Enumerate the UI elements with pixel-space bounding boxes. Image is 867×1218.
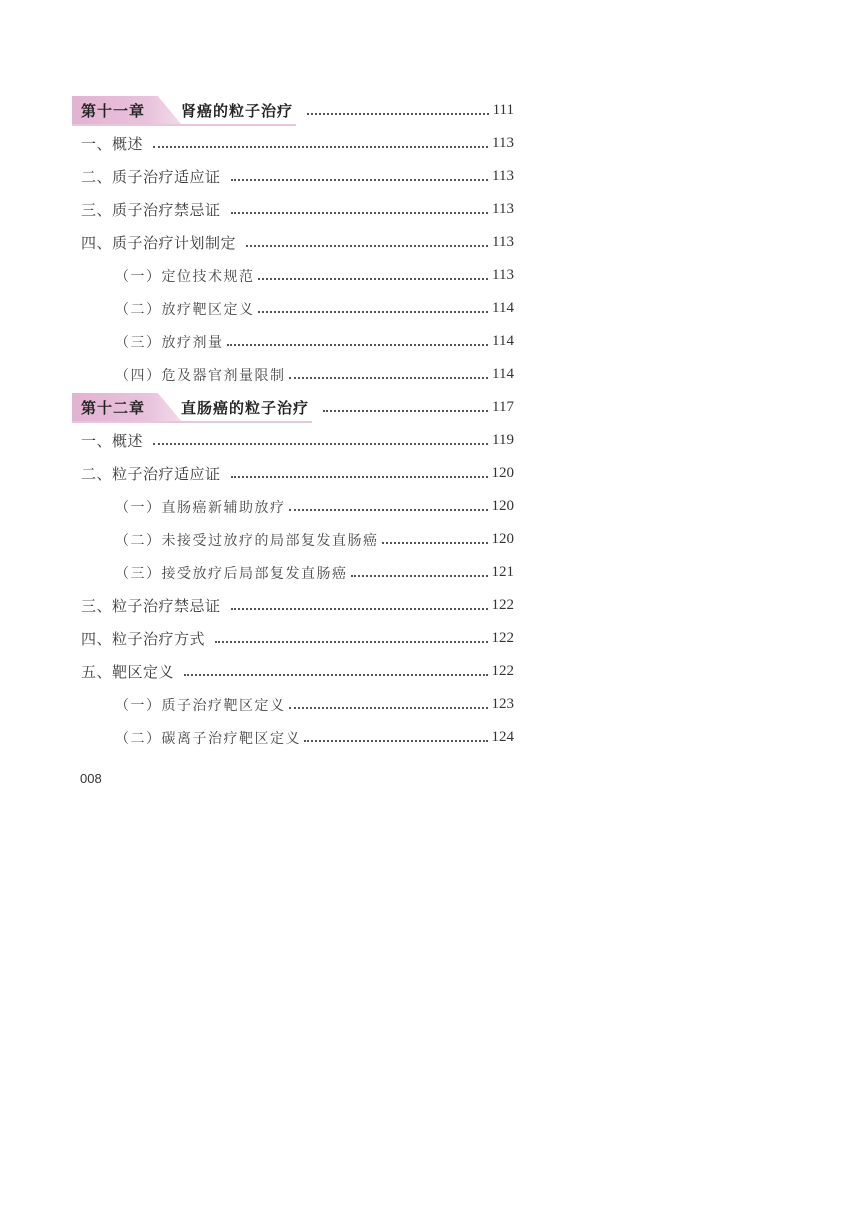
toc-subentry[interactable] bbox=[72, 721, 514, 754]
page-number: 117 bbox=[492, 399, 514, 415]
page-number: 122 bbox=[491, 630, 514, 646]
dot-leader bbox=[289, 367, 489, 379]
entry-label: （二）未接受过放疗的局部复发直肠癌 bbox=[115, 532, 379, 549]
chapter-heading[interactable] bbox=[72, 391, 514, 424]
dot-leader bbox=[184, 664, 487, 676]
dot-leader bbox=[323, 400, 488, 412]
entry-label: 四、质子治疗计划制定 bbox=[81, 234, 237, 252]
toc-entry[interactable] bbox=[72, 589, 514, 622]
footer-page-number: 008 bbox=[80, 771, 102, 786]
dot-leader bbox=[304, 730, 488, 742]
toc-entry[interactable] bbox=[72, 193, 514, 226]
toc-subentry[interactable] bbox=[72, 490, 514, 523]
toc-entry[interactable] bbox=[72, 622, 514, 655]
toc-entry[interactable] bbox=[72, 655, 514, 688]
page-number: 113 bbox=[492, 267, 514, 283]
toc-entry[interactable] bbox=[72, 226, 514, 259]
entry-label: （一）直肠癌新辅助放疗 bbox=[115, 499, 286, 516]
page-number: 119 bbox=[492, 432, 514, 448]
page-number: 120 bbox=[491, 465, 514, 481]
chapter-underline bbox=[72, 421, 312, 423]
page-number: 113 bbox=[492, 201, 514, 217]
toc-subentry[interactable] bbox=[72, 259, 514, 292]
entry-label: （四）危及器官剂量限制 bbox=[115, 367, 286, 384]
table-of-contents bbox=[72, 94, 514, 754]
chapter-heading[interactable] bbox=[72, 94, 514, 127]
dot-leader bbox=[231, 598, 488, 610]
dot-leader bbox=[258, 301, 489, 313]
entry-label: （二）放疗靶区定义 bbox=[115, 301, 255, 318]
entry-label: 五、靶区定义 bbox=[81, 663, 175, 681]
entry-label: 一、概述 bbox=[81, 432, 144, 450]
entry-label: （三）放疗剂量 bbox=[115, 334, 224, 351]
dot-leader bbox=[231, 169, 489, 181]
entry-label: 二、粒子治疗适应证 bbox=[81, 465, 221, 483]
dot-leader bbox=[153, 433, 488, 445]
toc-subentry[interactable] bbox=[72, 688, 514, 721]
entry-label: （一）定位技术规范 bbox=[115, 268, 255, 285]
page-number: 120 bbox=[491, 531, 514, 547]
dot-leader bbox=[307, 103, 489, 115]
toc-subentry[interactable] bbox=[72, 292, 514, 325]
dot-leader bbox=[153, 136, 488, 148]
page-number: 114 bbox=[492, 300, 514, 316]
toc-entry[interactable] bbox=[72, 160, 514, 193]
dot-leader bbox=[382, 532, 488, 544]
page-number: 123 bbox=[491, 696, 514, 712]
toc-entry[interactable] bbox=[72, 424, 514, 457]
page-number: 113 bbox=[492, 135, 514, 151]
dot-leader bbox=[258, 268, 489, 280]
page-number: 124 bbox=[491, 729, 514, 745]
toc-subentry[interactable] bbox=[72, 358, 514, 391]
dot-leader bbox=[215, 631, 487, 643]
entry-label: 三、质子治疗禁忌证 bbox=[81, 201, 221, 219]
dot-leader bbox=[289, 697, 488, 709]
chapter-tag bbox=[72, 96, 297, 125]
entry-label: （二）碳离子治疗靶区定义 bbox=[115, 730, 301, 747]
toc-subentry[interactable] bbox=[72, 523, 514, 556]
chapter-title: 肾癌的粒子治疗 bbox=[181, 102, 294, 120]
entry-label: 二、质子治疗适应证 bbox=[81, 168, 221, 186]
entry-label: （三）接受放疗后局部复发直肠癌 bbox=[115, 565, 348, 582]
dot-leader bbox=[351, 565, 488, 577]
chapter-tag bbox=[72, 393, 313, 422]
chapter-number: 第十一章 bbox=[81, 102, 146, 120]
page-number: 120 bbox=[491, 498, 514, 514]
chapter-underline bbox=[72, 124, 296, 126]
dot-leader bbox=[231, 466, 488, 478]
entry-label: 三、粒子治疗禁忌证 bbox=[81, 597, 221, 615]
page-number: 113 bbox=[492, 168, 514, 184]
dot-leader bbox=[246, 235, 488, 247]
toc-entry[interactable] bbox=[72, 457, 514, 490]
entry-label: 四、粒子治疗方式 bbox=[81, 630, 206, 648]
dot-leader bbox=[231, 202, 489, 214]
page-number: 114 bbox=[492, 366, 514, 382]
page-number: 111 bbox=[492, 102, 514, 118]
page-number: 122 bbox=[491, 663, 514, 679]
toc-subentry[interactable] bbox=[72, 325, 514, 358]
toc-subentry[interactable] bbox=[72, 556, 514, 589]
page-number: 113 bbox=[492, 234, 514, 250]
page-number: 121 bbox=[491, 564, 514, 580]
toc-entry[interactable] bbox=[72, 127, 514, 160]
dot-leader bbox=[227, 334, 489, 346]
chapter-title: 直肠癌的粒子治疗 bbox=[181, 399, 310, 417]
dot-leader bbox=[289, 499, 488, 511]
chapter-number: 第十二章 bbox=[81, 399, 146, 417]
entry-label: 一、概述 bbox=[81, 135, 144, 153]
page-number: 114 bbox=[492, 333, 514, 349]
entry-label: （一）质子治疗靶区定义 bbox=[115, 697, 286, 714]
page-number: 122 bbox=[491, 597, 514, 613]
